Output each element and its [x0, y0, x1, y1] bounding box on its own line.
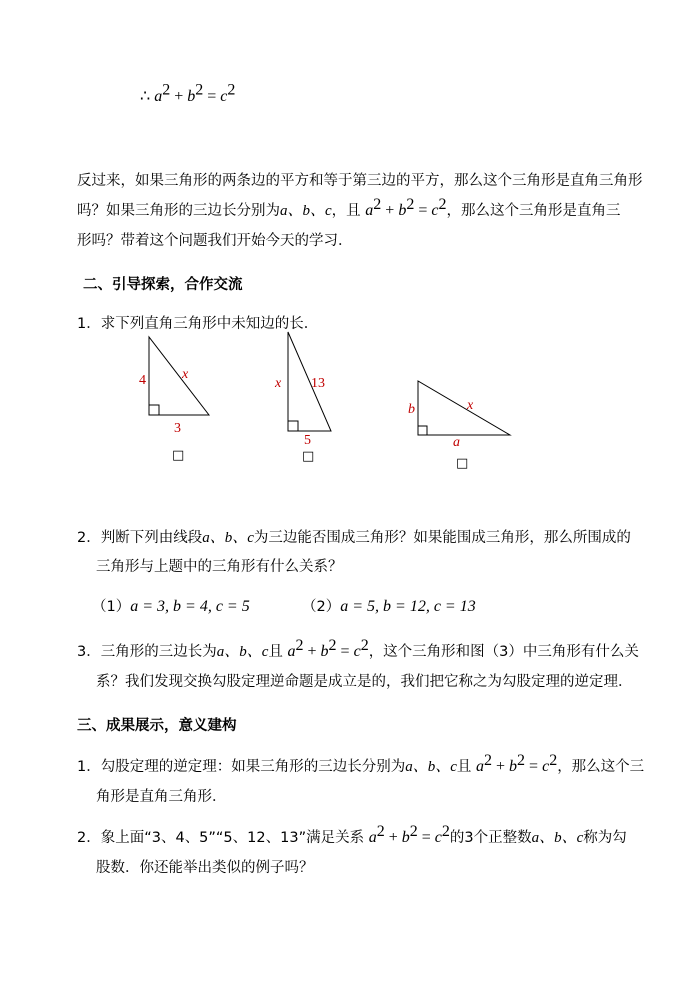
triangle-1 [139, 337, 209, 436]
question2-line1: 2．判断下列由线段a、b、c为三边能否围成三角形？如果能围成三角形，那么所围成的 [77, 530, 631, 546]
intro-line2: 吗？如果三角形的三边长分别为a、b、c，且 $a^2 + b^2 = c^2$，那么这个三角形是直角三 [77, 196, 621, 219]
triangle-2 [274, 332, 331, 448]
point1-line2: 角形是直角三角形． [96, 789, 227, 805]
point2-line1: 2．象上面“3、4、5”“5、12、13”满足关系 $a^2 + b^2 = c^2$的3个正整数a、b、c称为勾 [77, 823, 627, 846]
triangle-2-leg: x [275, 376, 282, 391]
question2-line2: 三角形与上题中的三角形有什么关系？ [96, 559, 343, 575]
question2-option1: （1）a = 3, b = 4, c = 5 [92, 598, 250, 615]
triangle-1-caption: □ [172, 448, 185, 463]
intro-line3: 形吗？带着这个问题我们开始今天的学习． [77, 233, 353, 249]
triangle-3-leg: b [408, 402, 415, 417]
point1-line1: 1．勾股定理的逆定理：如果三角形的三边长分别为a、b、c且 $a^2 + b^2 = c^2$，那么这个三 [77, 752, 645, 775]
triangle-1-base: 3 [174, 421, 181, 436]
triangle-3-base: a [453, 435, 460, 450]
triangle-2-base: 5 [304, 433, 311, 448]
question3-line1: 3．三角形的三边长为a、b、c且 $a^2 + b^2 = c^2$，这个三角形和图（3）中三角形有什么关 [77, 637, 639, 660]
triangle-1-hyp: x [182, 367, 189, 382]
question2-option2: （2）a = 5, b = 12, c = 13 [302, 598, 476, 615]
formula-top: ∴ $a^2 + b^2 = c^2$ [140, 81, 236, 105]
triangle-figures [0, 320, 695, 480]
section2-title: 二、引导探索，合作交流 [83, 277, 243, 293]
triangle-2-hyp: 13 [311, 376, 325, 391]
section3-title: 三、成果展示，意义建构 [77, 718, 237, 734]
question3-line2: 系？我们发现交换勾股定理逆命题是成立是的，我们把它称之为勾股定理的逆定理． [96, 674, 633, 690]
triangle-3-caption: □ [456, 456, 469, 471]
triangle-3-hyp: x [467, 398, 474, 413]
question1-text: 1．求下列直角三角形中未知边的长． [77, 316, 319, 332]
triangle-1-leg: 4 [139, 373, 146, 388]
triangle-3 [408, 381, 510, 450]
intro-line1: 反过来，如果三角形的两条边的平方和等于第三边的平方，那么这个三角形是直角三角形 [77, 173, 643, 189]
point2-line2: 股数．你还能举出类似的例子吗？ [96, 860, 314, 876]
triangle-2-caption: □ [302, 449, 315, 464]
